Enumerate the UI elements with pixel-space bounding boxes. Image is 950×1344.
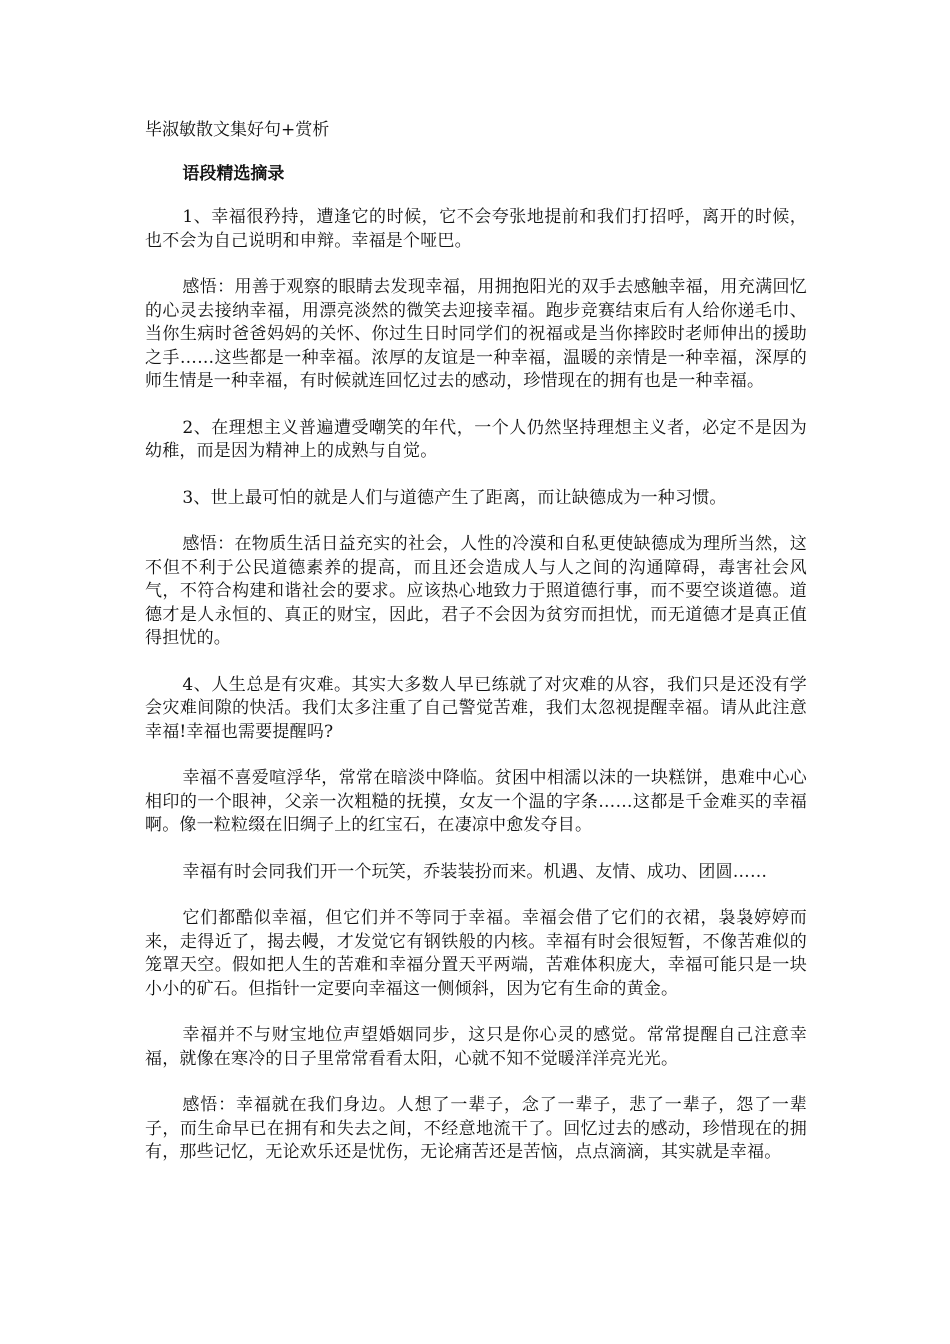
paragraph-4: 3、世上最可怕的就是人们与道德产生了距离，而让缺德成为一种习惯。 [182,487,727,508]
section-heading: 语段精选摘录 [182,164,285,184]
paragraph-10: 幸福并不与财宝地位声望婚姻同步，这只是你心灵的感觉。常常提醒自己注意幸福，就像在寒冷的日子里常常看看太阳，心就不知不觉暖洋洋亮光光。 [145,1025,807,1069]
paragraph-7: 幸福不喜爱喧浮华，常常在暗淡中降临。贫困中相濡以沫的一块糕饼，患难中心心相印的一个眼神，父亲一次粗糙的抚摸，女友一个温的字条……这都是千金难买的幸福啊。像一粒粒缀在旧绸子上的红宝石，在凄凉中愈发夺目。 [145,768,807,835]
paragraph-11: 感悟：幸福就在我们身边。人想了一辈子，念了一辈子，悲了一辈子，怨了一辈子，而生命早已在拥有和失去之间，不经意地流干了。回忆过去的感动，珍惜现在的拥有，那些记忆，无论欢乐还是忧伤，无论痛苦还是苦恼，点点滴滴，其实就是幸福。 [145,1095,807,1162]
document-title: 毕淑敏散文集好句+赏析 [145,120,330,140]
document-body [145,118,807,1188]
paragraph-6: 4、人生总是有灾难。其实大多数人早已练就了对灾难的从容，我们只是还没有学会灾难间隙的快活。我们太多注重了自己警觉苦难，我们太忽视提醒幸福。请从此注意幸福!幸福也需要提醒吗? [145,674,807,742]
paragraph-2: 感悟：用善于观察的眼睛去发现幸福，用拥抱阳光的双手去感触幸福，用充满回忆的心灵去接纳幸福，用漂亮淡然的微笑去迎接幸福。跑步竞赛结束后有人给你递毛巾、当你生病时爸爸妈妈的关怀、你过生日时同学们的祝福或是当你摔跤时老师伸出的援助之手……这些都是一种幸福。浓厚的友谊是一种幸福，温暖的亲情是一种幸福，深厚的师生情是一种幸福，有时候就连回忆过去的感动，珍惜现在的拥有也是一种幸福。 [145,277,807,391]
paragraph-5: 感悟：在物质生活日益充实的社会，人性的冷漠和自私更使缺德成为理所当然，这不但不利于公民道德素养的提高，而且还会造成人与人之间的沟通障碍，毒害社会风气，不符合构建和谐社会的要求。应该热心地致力于照道德行事，而不要空谈道德。道德才是人永恒的、真正的财宝，因此，君子不会因为贫穷而担忧，而无道德才是真正值得担忧的。 [145,534,807,648]
paragraph-3: 2、在理想主义普遍遭受嘲笑的年代，一个人仍然坚持理想主义者，必定不是因为幼稚，而是因为精神上的成熟与自觉。 [145,417,807,461]
paragraph-8: 幸福有时会同我们开一个玩笑，乔装装扮而来。机遇、友情、成功、团圆…… [182,861,768,882]
paragraph-9: 它们都酷似幸福，但它们并不等同于幸福。幸福会借了它们的衣裙，袅袅婷婷而来，走得近了，揭去幔，才发觉它有钢铁般的内核。幸福有时会很短暂，不像苦难似的笼罩天空。假如把人生的苦难和幸福分置天平两端，苦难体积庞大，幸福可能只是一块小小的矿石。但指针一定要向幸福这一侧倾斜，因为它有生命的黄金。 [145,908,807,999]
paragraph-1: 1、幸福很矜持，遭逢它的时候，它不会夸张地提前和我们打招呼，离开的时候，也不会为自己说明和申辩。幸福是个哑巴。 [145,207,807,251]
